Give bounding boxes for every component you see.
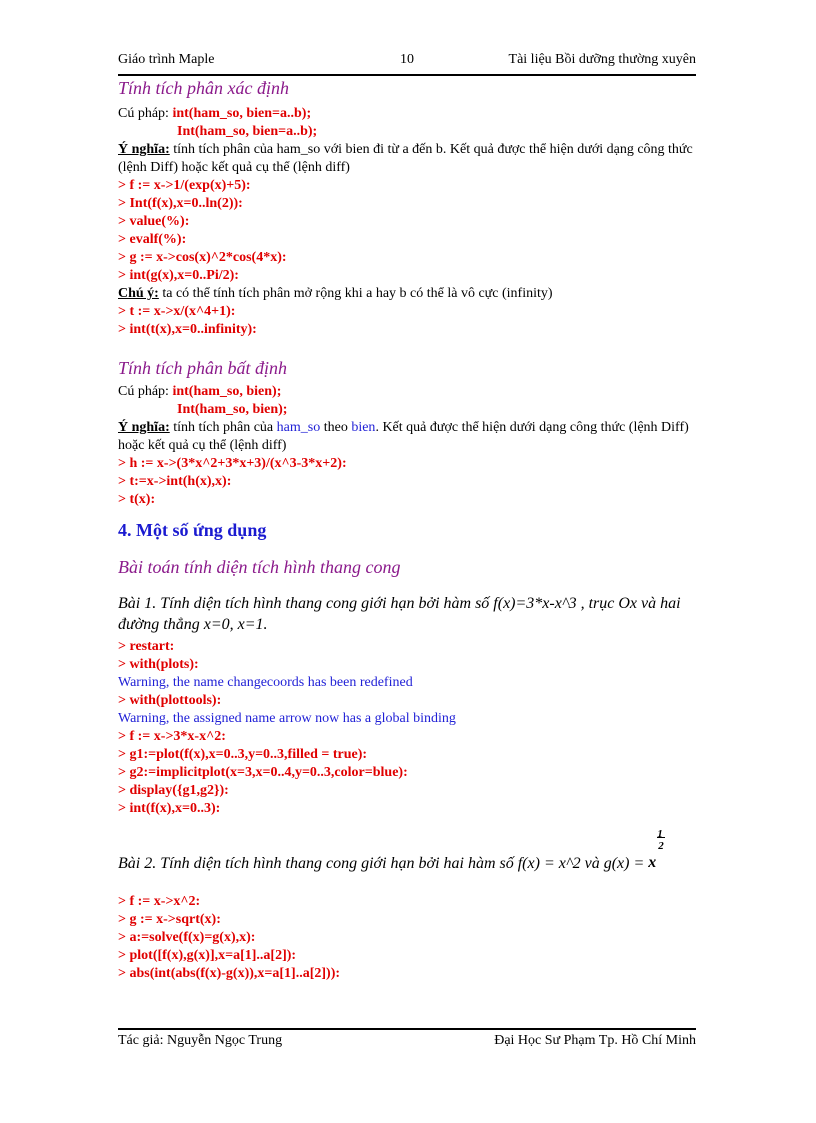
meaning-text: tính tích phân của ham_so với bien đi từ a đến b. Kết quả được thể hiện dưới dạng công thức (lệnh Diff) hoặc kết quả cụ thể (lệnh diff) [118, 142, 693, 175]
syntax-code: int(ham_so, bien=a..b); [172, 106, 312, 121]
code-line: > h := x->(3*x^2+3*x+3)/(x^3-3*x+2): [118, 456, 347, 471]
code-line: > f := x->x^2: [118, 894, 201, 909]
exercise-1: Bài 1. Tính diện tích hình thang cong giới hạn bởi hàm số f(x)=3*x-x^3 , trục Ox và hai đường thẳng x=0, x=1. [118, 595, 681, 633]
code-block-2 [118, 303, 696, 339]
formula-numerator: 1 [657, 828, 663, 840]
syntax-label: Cú pháp: [118, 106, 173, 121]
code-line: > Int(f(x),x=0..ln(2)): [118, 196, 243, 211]
footer-institution: Đại Học Sư Phạm Tp. Hồ Chí Minh [494, 1033, 696, 1048]
header-title: Giáo trình Maple [118, 52, 215, 67]
footer-author: Tác giả: Nguyễn Ngọc Trung [118, 1033, 283, 1048]
note-text: ta có thể tính tích phân mở rộng khi a hay b có thể là vô cực (infinity) [158, 286, 553, 301]
meaning-text: tính tích phân của [169, 420, 277, 435]
syntax-line [118, 105, 696, 123]
code-line: > g := x->cos(x)^2*cos(4*x): [118, 250, 287, 265]
formula-base: x [648, 854, 657, 871]
code-line: > t := x->x/(x^4+1): [118, 304, 236, 319]
code-line: > with(plottools): [118, 693, 222, 708]
header-subtitle: Tài liệu Bồi dưỡng thường xuyên [508, 52, 696, 67]
note-paragraph [118, 285, 696, 303]
code-line: > g2:=implicitplot(x=3,x=0..4,y=0..3,color=blue): [118, 765, 408, 780]
meaning-term-ham-so: ham_so [276, 420, 321, 435]
meaning-paragraph [118, 419, 696, 455]
page-header [118, 52, 696, 72]
syntax-label: Cú pháp: [118, 384, 173, 399]
code-line: > abs(int(abs(f(x)-g(x)),x=a[1]..a[2])): [118, 966, 341, 981]
chapter-heading: 4. Một số ứng dụng [118, 520, 267, 540]
meaning-paragraph [118, 141, 696, 177]
header-divider [118, 74, 696, 76]
code-line: > t(x): [118, 492, 156, 507]
code-block-3 [118, 455, 696, 509]
sqrt-power-formula [648, 828, 670, 871]
code-line: > int(g(x),x=0..Pi/2): [118, 268, 239, 283]
code-line: > evalf(%): [118, 232, 187, 247]
section-title-indefinite-integral: Tính tích phân bất định [118, 358, 288, 378]
code-line: > g := x->sqrt(x): [118, 912, 221, 927]
code-line: > int(t(x),x=0..infinity): [118, 322, 257, 337]
code-line: > int(f(x),x=0..3): [118, 801, 221, 816]
section-title-area: Bài toán tính diện tích hình thang cong [118, 557, 401, 577]
note-label: Chú ý: [118, 286, 159, 301]
syntax-code-alt: Int(ham_so, bien=a..b); [177, 124, 318, 139]
meaning-text: . Kết quả được thể hiện dưới dạng công thức (lệnh Diff) hoặc kết quả cụ thể (lệnh diff) [118, 420, 689, 453]
code-line: > g1:=plot(f(x),x=0..3,y=0..3,filled = true): [118, 747, 368, 762]
code-block-5 [118, 893, 696, 983]
formula-denominator: 2 [658, 840, 664, 852]
page-number: 10 [400, 52, 414, 67]
syntax-code-alt: Int(ham_so, bien); [177, 402, 288, 417]
footer-divider [118, 1028, 696, 1030]
meaning-label: Ý nghĩa: [118, 420, 170, 435]
document-body [118, 77, 696, 983]
warning-line: Warning, the name changecoords has been redefined [118, 675, 413, 690]
section-title-definite-integral: Tính tích phân xác định [118, 78, 289, 98]
code-block-4 [118, 638, 696, 818]
code-line: > value(%): [118, 214, 190, 229]
meaning-label: Ý nghĩa: [118, 142, 170, 157]
code-line: > plot([f(x),g(x)],x=a[1]..a[2]): [118, 948, 297, 963]
code-line: > t:=x->int(h(x),x): [118, 474, 232, 489]
code-line: > with(plots): [118, 657, 199, 672]
code-block-1 [118, 177, 696, 285]
code-line: > display({g1,g2}): [118, 783, 229, 798]
code-line: > restart: [118, 639, 175, 654]
meaning-term-bien: bien [351, 420, 376, 435]
syntax-line [118, 383, 696, 401]
exercise-2: Bài 2. Tính diện tích hình thang cong giới hạn bởi hai hàm số f(x) = x^2 và g(x) = x 1 2 [118, 850, 696, 874]
meaning-text: theo [320, 420, 352, 435]
code-line: > f := x->1/(exp(x)+5): [118, 178, 251, 193]
code-line: > a:=solve(f(x)=g(x),x): [118, 930, 256, 945]
syntax-code: int(ham_so, bien); [172, 384, 282, 399]
code-line: > f := x->3*x-x^2: [118, 729, 226, 744]
warning-line: Warning, the assigned name arrow now has a global binding [118, 711, 456, 726]
